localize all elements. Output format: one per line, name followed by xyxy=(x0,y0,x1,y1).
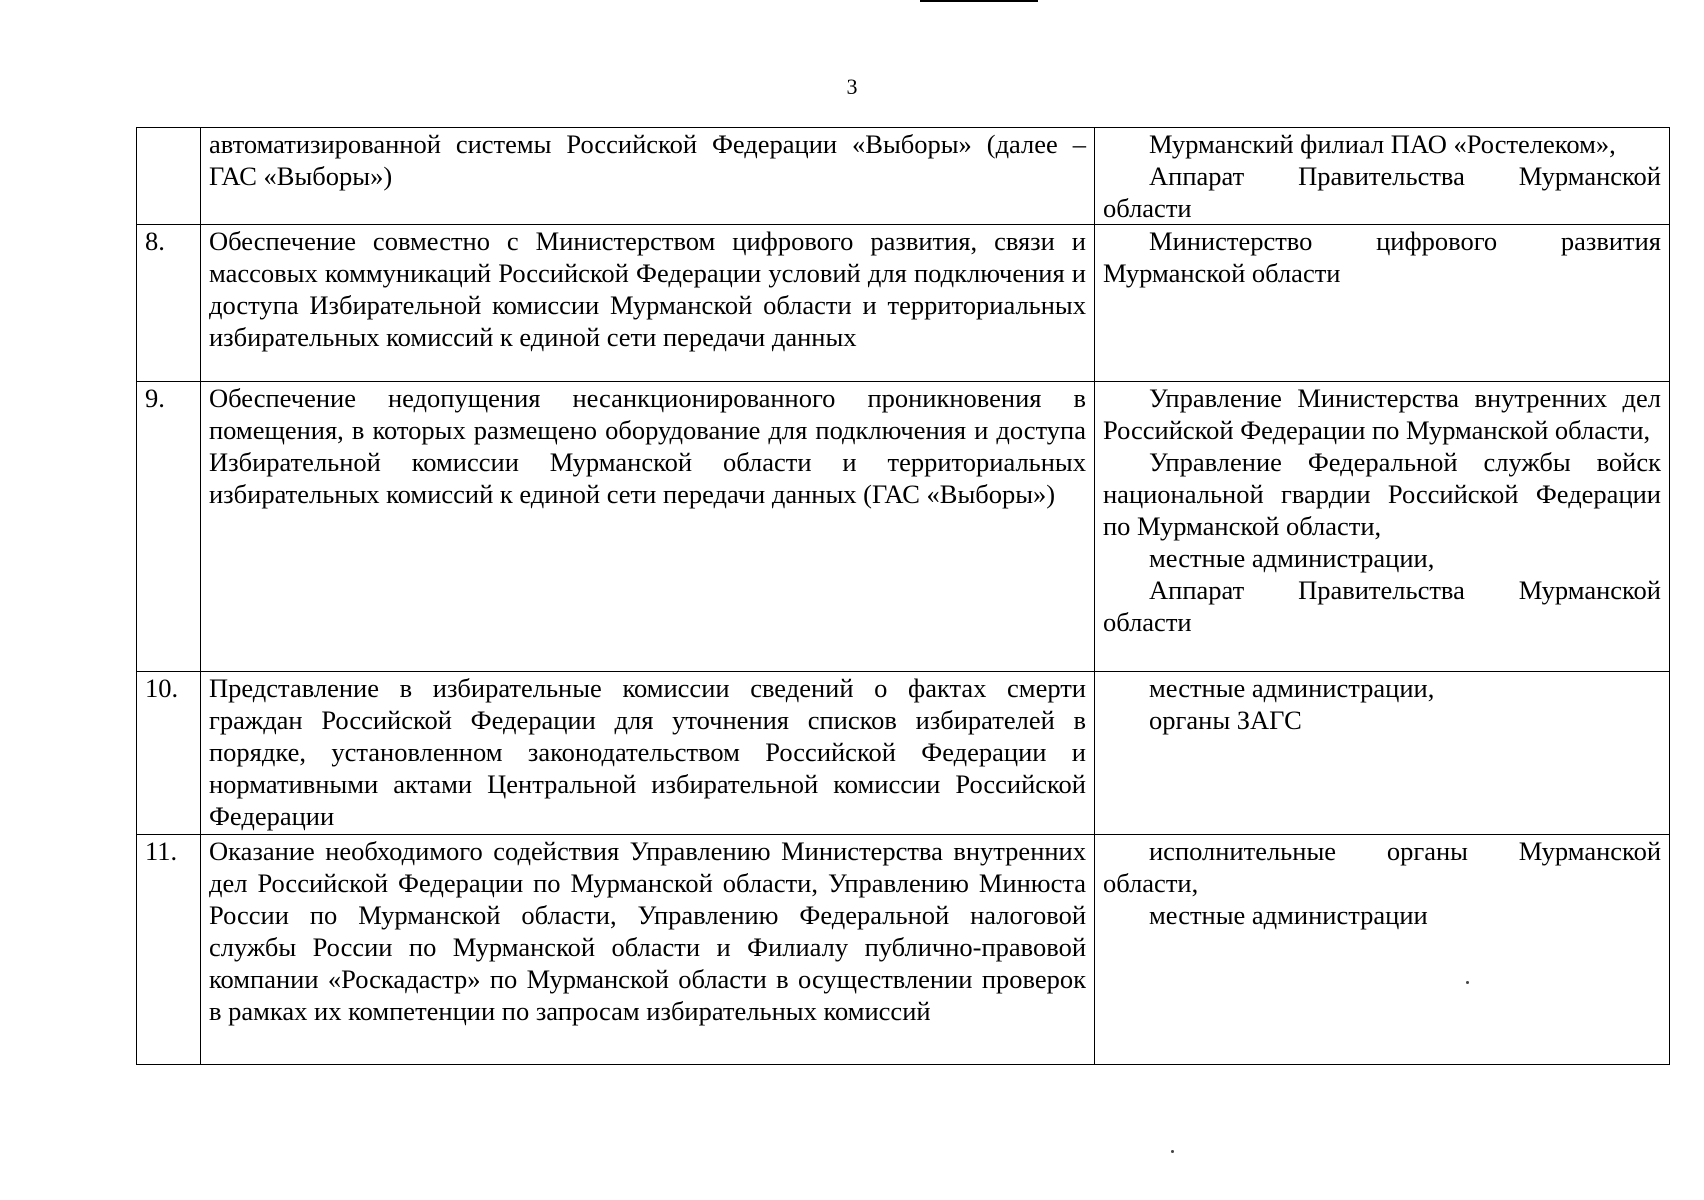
responsible-entry: Аппарат Правительства Мурманской области xyxy=(1103,575,1661,637)
task-description: Обеспечение недопущения несанкционированного проникновения в помещения, в которых размещено оборудование для подключения и доступа Избирательной комиссии Мурманской области и территориальных избирательных комиссий к единой сети передачи данных (ГАС «Выборы») xyxy=(201,382,1095,672)
responsible-entry: Министерство цифрового развития Мурманской области xyxy=(1103,226,1661,288)
row-number: 9. xyxy=(137,382,201,672)
row-number xyxy=(137,128,201,225)
responsible-cell xyxy=(1095,672,1670,835)
responsible-entry: органы ЗАГС xyxy=(1149,705,1302,735)
task-description: Оказание необходимого содействия Управлению Министерства внутренних дел Российской Федерации по Мурманской области, Управлению Минюста России по Мурманской области, Управлению Федеральной налоговой службы России по Мурманской области и Филиалу публично-правовой компании «Роскадастр» по Мурманской области в осуществлении проверок в рамках их компетенции по запросам избирательных комиссий xyxy=(201,835,1095,1065)
responsible-entry: Управление Министерства внутренних дел Российской Федерации по Мурманской области, xyxy=(1103,383,1661,445)
responsible-entry: исполнительные органы Мурманской области, xyxy=(1103,836,1661,898)
row-number: 8. xyxy=(137,225,201,382)
responsible-cell xyxy=(1095,225,1670,382)
table-row xyxy=(137,225,1670,382)
task-description: Представление в избирательные комиссии сведений о фактах смерти граждан Российской Федерации для уточнения списков избирателей в порядке, установленном законодательством Российской Федерации и нормативными актами Центральной избирательной комиссии Российской Федерации xyxy=(201,672,1095,835)
task-description: автоматизированной системы Российской Федерации «Выборы» (далее – ГАС «Выборы») xyxy=(201,128,1095,225)
header-rule xyxy=(920,0,1038,2)
row-number: 11. xyxy=(137,835,201,1065)
responsible-entry: местные администрации, xyxy=(1149,673,1435,703)
responsible-cell xyxy=(1095,382,1670,672)
responsible-cell xyxy=(1095,835,1670,1065)
page-number: 3 xyxy=(846,74,858,99)
responsible-entry: Аппарат Правительства Мурманской области xyxy=(1103,161,1661,223)
table-row xyxy=(137,835,1670,1065)
row-number: 10. xyxy=(137,672,201,835)
table-row xyxy=(137,672,1670,835)
scan-speck xyxy=(1171,1150,1174,1153)
responsible-cell xyxy=(1095,128,1670,225)
responsible-entry: Мурманский филиал ПАО «Ростелеком», xyxy=(1149,129,1616,159)
task-description: Обеспечение совместно с Министерством цифрового развития, связи и массовых коммуникаций Российской Федерации условий для подключения и доступа Избирательной комиссии Мурманской области и территориальных избирательных комиссий к единой сети передачи данных xyxy=(201,225,1095,382)
responsible-entry: местные администрации xyxy=(1149,900,1428,930)
responsible-entry: Управление Федеральной службы войск национальной гвардии Российской Федерации по Мурманской области, xyxy=(1103,447,1661,541)
table-row xyxy=(137,382,1670,672)
measures-table xyxy=(136,127,1670,1065)
scan-speck xyxy=(1466,981,1469,984)
responsible-entry: местные администрации, xyxy=(1149,543,1435,573)
table-row xyxy=(137,128,1670,225)
